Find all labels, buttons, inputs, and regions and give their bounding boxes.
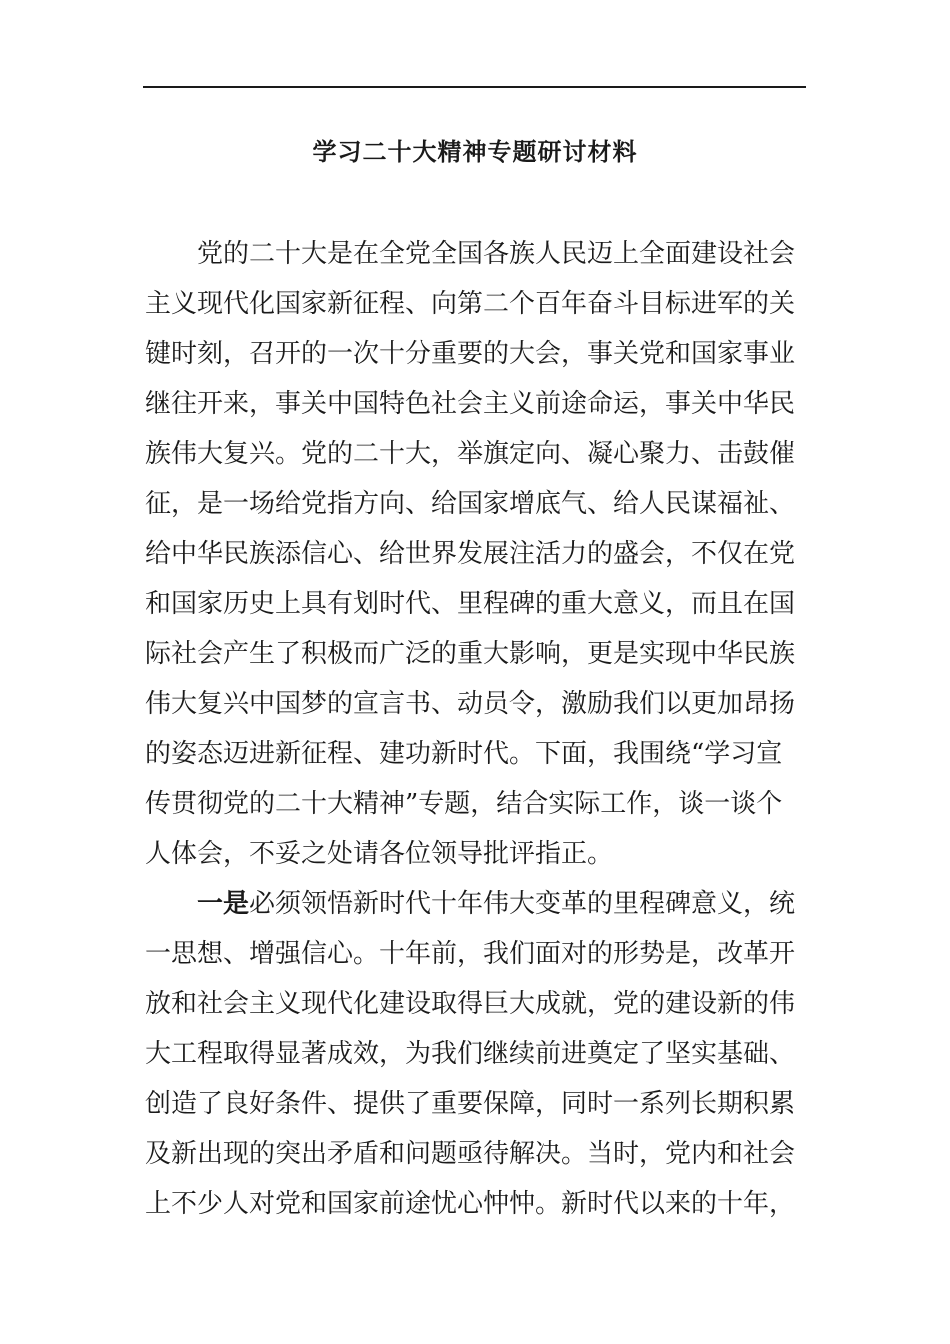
text-line: 上不少人对党和国家前途忧心忡忡。新时代以来的十年， <box>145 1189 795 1219</box>
text-line: 征，是一场给党指方向、给国家增底气、给人民谋福祉、 <box>145 489 795 519</box>
text-line: 人体会，不妥之处请各位领导批评指正。 <box>145 839 614 869</box>
text-line: 创造了良好条件、提供了重要保障，同时一系列长期积累 <box>145 1089 795 1119</box>
text-line: 传贯彻党的二十大精神”专题，结合实际工作，谈一谈个 <box>145 789 783 819</box>
text-line: 和国家历史上具有划时代、里程碑的重大意义，而且在国 <box>145 589 795 619</box>
text-line: 一思想、增强信心。十年前，我们面对的形势是，改革开 <box>145 939 795 969</box>
paragraph-1 <box>145 229 795 879</box>
header-rule <box>143 86 806 88</box>
text-line: 大工程取得显著成效，为我们继续前进奠定了坚实基础、 <box>145 1039 795 1069</box>
text-line: 的姿态迈进新征程、建功新时代。下面，我围绕“学习宣 <box>145 739 783 769</box>
text-line <box>145 879 795 929</box>
paragraph-2 <box>145 879 795 1229</box>
text-line: 际社会产生了积极而广泛的重大影响，更是实现中华民族 <box>145 639 795 669</box>
paragraph-lead: 一是 <box>197 889 250 919</box>
text-line: 党的二十大是在全党全国各族人民迈上全面建设社会 <box>197 239 795 269</box>
text-line: 族伟大复兴。党的二十大，举旗定向、凝心聚力、击鼓催 <box>145 439 795 469</box>
text-line: 给中华民族添信心、给世界发展注活力的盛会，不仅在党 <box>145 539 795 569</box>
text-line: 主义现代化国家新征程、向第二个百年奋斗目标进军的关 <box>145 289 795 319</box>
text-line: 及新出现的突出矛盾和问题亟待解决。当时，党内和社会 <box>145 1139 795 1169</box>
text-line: 继往开来，事关中国特色社会主义前途命运，事关中华民 <box>145 389 795 419</box>
text-line: 键时刻，召开的一次十分重要的大会，事关党和国家事业 <box>145 339 795 369</box>
paragraph-lead-rest: 必须领悟新时代十年伟大变革的里程碑意义，统 <box>249 889 795 919</box>
document-title: 学习二十大精神专题研讨材料 <box>312 137 638 166</box>
text-line: 放和社会主义现代化建设取得巨大成就，党的建设新的伟 <box>145 989 795 1019</box>
text-line: 伟大复兴中国梦的宣言书、动员令，激励我们以更加昂扬 <box>145 689 795 719</box>
document-body <box>145 229 795 1229</box>
